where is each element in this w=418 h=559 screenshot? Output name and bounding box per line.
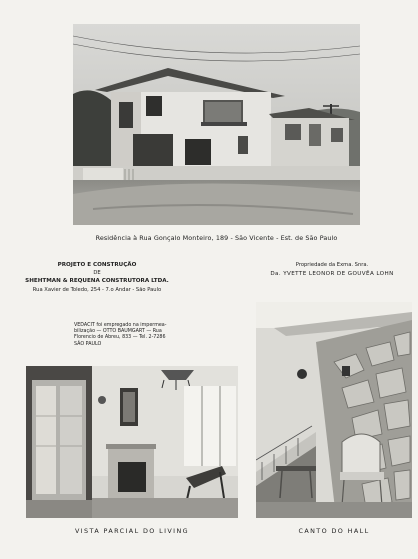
vedacit-note bbox=[74, 323, 214, 348]
house-photo-caption: Residência à Rua Gonçalo Monteiro, 189 - São Vicente - Est. de São Paulo bbox=[95, 234, 338, 242]
hall-photo-caption: CANTO DO HALL bbox=[298, 527, 370, 535]
living-photo-caption: VISTA PARCIAL DO LIVING bbox=[75, 527, 189, 535]
house-exterior-photo bbox=[73, 24, 360, 225]
credit-project-heading: PROJETO E CONSTRUÇÃO bbox=[57, 262, 137, 268]
living-room-photo bbox=[26, 366, 238, 518]
credit-project-address: Rua Xavier de Toledo, 254 - 7.o Andar - São Paulo bbox=[32, 287, 162, 293]
vedacit-note-line-1: VEDACIT foi empregado na impermea- bbox=[74, 323, 167, 328]
credit-owner-name: Da. YVETTE LEONOR DE GOUVÊA LOHN bbox=[270, 271, 394, 277]
credit-project-company: SHEHTMAN & REQUENA CONSTRUTORA LTDA. bbox=[25, 278, 169, 284]
credit-owner-heading: Propriedade da Exma. Snra. bbox=[295, 262, 369, 268]
vedacit-note-line-4: SÃO PAULO bbox=[74, 341, 102, 347]
vedacit-note-line-2: bilização — OTTO BAUMGART — Rua bbox=[74, 329, 162, 335]
credit-project-de: DE bbox=[93, 270, 101, 276]
vedacit-note-line-3: Florencio de Abreu, 833 — Tel. 2-7286 bbox=[74, 335, 166, 341]
hall-corner-photo bbox=[256, 302, 412, 518]
